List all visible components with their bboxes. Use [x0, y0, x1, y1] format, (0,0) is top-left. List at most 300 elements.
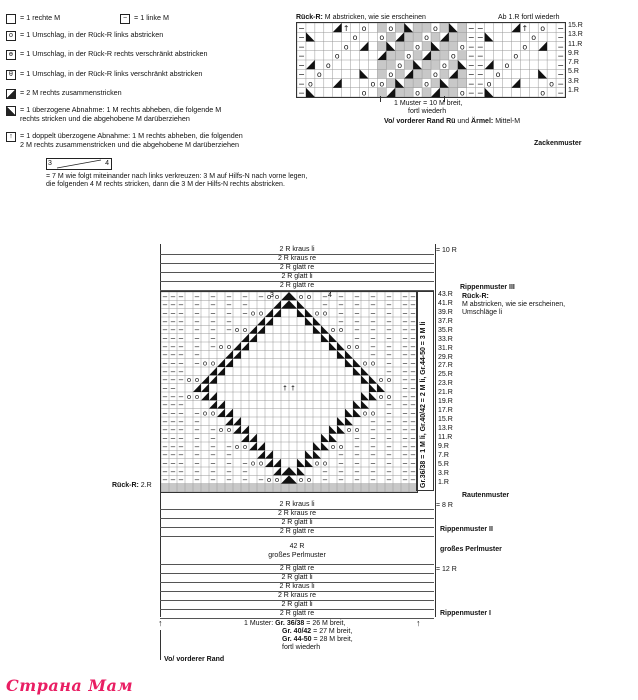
legend-item-yarn-over: o = 1 Umschlag, in der Rück-R links abstricken — [6, 31, 250, 41]
svg-text:−: − — [178, 417, 184, 426]
svg-text:−: − — [467, 88, 475, 97]
svg-text:o: o — [354, 342, 360, 351]
svg-text:−: − — [322, 476, 328, 485]
svg-text:−: − — [402, 459, 408, 468]
svg-text:o: o — [242, 442, 248, 451]
svg-text:o: o — [186, 376, 192, 385]
repeat-marker-left — [380, 96, 381, 102]
svg-text:o: o — [343, 42, 349, 52]
mid-band-count: = 8 R — [436, 502, 453, 509]
svg-text:−: − — [402, 334, 408, 343]
svg-text:−: − — [178, 292, 184, 301]
raute-row-number: 19.R — [438, 398, 453, 406]
perlmuster-label: großes Perlmuster — [440, 546, 502, 553]
svg-text:−: − — [298, 70, 305, 79]
svg-text:o: o — [298, 476, 304, 485]
svg-text:−: − — [210, 426, 216, 435]
svg-text:o: o — [540, 88, 546, 97]
svg-text:−: − — [410, 309, 416, 318]
svg-text:−: − — [170, 459, 176, 468]
svg-text:−: − — [370, 351, 376, 360]
zacken-row-number: 7.R — [568, 59, 579, 66]
raute-row-number: 43.R — [438, 291, 453, 298]
svg-text:−: − — [170, 367, 176, 376]
top-band-count: = 10 R — [436, 247, 457, 254]
svg-text:o: o — [234, 326, 240, 335]
svg-text:−: − — [338, 317, 344, 326]
size-side-text: Gr.36/38 = 1 M li, Gr.40/42 = 2 M li, Gr.44-50 = 3 M li — [420, 321, 427, 488]
svg-text:−: − — [210, 451, 216, 460]
svg-text:o: o — [322, 309, 328, 318]
low-band-row: 2 R glatt li — [160, 573, 434, 583]
svg-text:−: − — [386, 434, 392, 443]
svg-text:−: − — [298, 42, 305, 52]
svg-text:−: − — [178, 342, 184, 351]
svg-text:−: − — [557, 88, 564, 97]
svg-text:−: − — [178, 434, 184, 443]
svg-text:↑: ↑ — [282, 384, 288, 393]
svg-text:−: − — [162, 317, 168, 326]
svg-text:−: − — [178, 301, 184, 310]
svg-text:−: − — [194, 434, 200, 443]
top-band-row: 2 R glatt re — [160, 281, 434, 291]
svg-text:−: − — [162, 384, 168, 393]
zacken-repeat-from: Ab 1.R fortl wiederh — [498, 14, 560, 21]
svg-text:−: − — [557, 23, 564, 33]
svg-text:−: − — [170, 351, 176, 360]
yarn-over-icon: o — [6, 31, 16, 41]
svg-text:−: − — [338, 476, 344, 485]
raute-row-number: 29.R — [438, 353, 453, 361]
svg-text:o: o — [352, 33, 358, 42]
svg-text:o: o — [226, 426, 232, 435]
svg-text:−: − — [354, 434, 360, 443]
svg-text:−: − — [410, 376, 416, 385]
svg-text:o: o — [522, 42, 528, 52]
svg-text:−: − — [210, 467, 216, 476]
svg-text:−: − — [162, 342, 168, 351]
svg-text:−: − — [410, 342, 416, 351]
svg-text:−: − — [476, 88, 484, 97]
svg-text:−: − — [467, 79, 475, 89]
svg-text:−: − — [410, 334, 416, 343]
svg-text:−: − — [298, 51, 305, 61]
svg-text:−: − — [242, 292, 248, 301]
svg-text:↑: ↑ — [342, 23, 350, 33]
rippenmuster-3-label: Rippenmuster III — [460, 284, 515, 291]
svg-text:o: o — [210, 359, 216, 368]
raute-row-number: 37.R — [438, 317, 453, 325]
svg-text:−: − — [170, 309, 176, 318]
svg-text:−: − — [354, 451, 360, 460]
legend-item-k2tog: = 2 M rechts zusammenstricken — [6, 89, 250, 99]
svg-text:−: − — [467, 60, 475, 70]
raute-row-number: 23.R — [438, 380, 453, 388]
svg-text:o: o — [250, 309, 256, 318]
svg-text:−: − — [410, 467, 416, 476]
low-band-row: 2 R kraus re — [160, 591, 434, 601]
svg-text:−: − — [298, 23, 305, 33]
svg-text:−: − — [467, 42, 475, 52]
svg-text:o: o — [531, 33, 537, 42]
svg-text:−: − — [162, 451, 168, 460]
raute-row-number: 27.R — [438, 362, 453, 370]
svg-text:−: − — [402, 434, 408, 443]
svg-text:−: − — [170, 317, 176, 326]
svg-text:o: o — [378, 376, 384, 385]
svg-text:−: − — [298, 33, 305, 42]
svg-text:−: − — [162, 301, 168, 310]
svg-text:−: − — [162, 476, 168, 485]
svg-text:−: − — [242, 309, 248, 318]
svg-text:−: − — [557, 51, 564, 61]
svg-text:−: − — [162, 434, 168, 443]
svg-text:o: o — [218, 426, 224, 435]
svg-text:−: − — [402, 351, 408, 360]
svg-text:−: − — [386, 342, 392, 351]
svg-text:−: − — [162, 417, 168, 426]
zacken-edge-label: Vo/ vorderer Rand Rü und Ärmel: Mittel-M — [384, 118, 521, 125]
svg-text:−: − — [258, 292, 264, 301]
svg-text:−: − — [386, 326, 392, 335]
svg-text:−: − — [402, 417, 408, 426]
svg-text:o: o — [540, 23, 546, 33]
perlmuster-name: großes Perlmuster — [268, 552, 326, 559]
svg-text:o: o — [379, 33, 385, 42]
svg-text:−: − — [162, 367, 168, 376]
svg-text:−: − — [258, 476, 264, 485]
mid-band-row: 2 R glatt li — [160, 518, 434, 528]
svg-text:o: o — [424, 33, 429, 42]
svg-text:−: − — [162, 467, 168, 476]
perlmuster-rows: 42 R — [289, 543, 305, 550]
svg-text:−: − — [370, 417, 376, 426]
svg-text:−: − — [178, 467, 184, 476]
svg-text:o: o — [388, 23, 394, 33]
zacken-back-row-note: Rück-R: M abstricken, wie sie erscheinen — [296, 14, 426, 21]
svg-text:o: o — [334, 51, 340, 61]
svg-text:−: − — [242, 476, 248, 485]
top-band-row: 2 R kraus li — [160, 245, 434, 255]
zacken-repeat-note: 1 Muster = 10 M breit, fortl wiederh — [394, 100, 463, 115]
svg-text:−: − — [162, 426, 168, 435]
svg-text:−: − — [354, 301, 360, 310]
svg-text:−: − — [170, 417, 176, 426]
svg-text:−: − — [170, 342, 176, 351]
svg-text:−: − — [410, 409, 416, 418]
svg-text:o: o — [379, 79, 385, 89]
svg-text:−: − — [162, 401, 168, 410]
svg-text:−: − — [178, 401, 184, 410]
raute-row-number: 25.R — [438, 371, 453, 379]
svg-text:−: − — [194, 309, 200, 318]
svg-text:−: − — [402, 367, 408, 376]
svg-text:−: − — [194, 442, 200, 451]
svg-text:−: − — [402, 384, 408, 393]
svg-text:−: − — [338, 292, 344, 301]
svg-text:−: − — [557, 79, 564, 89]
svg-text:o: o — [370, 359, 376, 368]
svg-text:−: − — [402, 451, 408, 460]
raute-row-number: 15.R — [438, 416, 453, 423]
svg-text:−: − — [557, 33, 564, 42]
svg-text:o: o — [202, 359, 208, 368]
svg-text:o: o — [397, 60, 403, 70]
svg-text:−: − — [386, 476, 392, 485]
svg-text:−: − — [170, 476, 176, 485]
svg-text:−: − — [410, 442, 416, 451]
svg-text:−: − — [226, 451, 232, 460]
svg-text:−: − — [194, 342, 200, 351]
svg-text:−: − — [226, 292, 232, 301]
zacken-row-number: 13.R — [568, 31, 583, 39]
svg-text:−: − — [178, 442, 184, 451]
svg-text:−: − — [322, 292, 328, 301]
svg-text:o: o — [314, 459, 320, 468]
svg-text:o: o — [316, 70, 322, 79]
size-side-column — [416, 291, 434, 491]
stitch-grid-svg — [161, 292, 417, 492]
zacken-row-number: 1.R — [568, 86, 579, 94]
svg-text:o: o — [307, 79, 313, 89]
svg-text:−: − — [402, 476, 408, 485]
watermark-logo: Страна Мам — [6, 676, 134, 695]
svg-text:−: − — [226, 301, 232, 310]
svg-text:−: − — [386, 409, 392, 418]
svg-text:−: − — [410, 317, 416, 326]
left-back-row-label: Rück-R: 2.R — [112, 482, 152, 489]
svg-text:o: o — [459, 88, 465, 97]
svg-text:−: − — [386, 426, 392, 435]
svg-text:−: − — [410, 434, 416, 443]
raute-row-number: 7.R — [438, 451, 449, 459]
zacken-title: Zackenmuster — [534, 140, 582, 147]
legend-item-yarn-over-twisted-knit: ɵ = 1 Umschlag, in der Rück-R rechts verschränkt abstricken — [6, 50, 250, 60]
svg-text:−: − — [402, 401, 408, 410]
svg-text:o: o — [362, 409, 368, 418]
svg-text:−: − — [370, 301, 376, 310]
raute-row-number: 39.R — [438, 308, 453, 316]
svg-text:−: − — [170, 409, 176, 418]
svg-text:−: − — [370, 426, 376, 435]
svg-text:−: − — [210, 459, 216, 468]
svg-text:−: − — [162, 459, 168, 468]
top-band-row: 2 R glatt li — [160, 272, 434, 282]
raute-row-number: 31.R — [438, 344, 453, 352]
svg-text:o: o — [378, 392, 384, 401]
top-band-row: 2 R kraus re — [160, 254, 434, 264]
svg-text:−: − — [170, 401, 176, 410]
svg-text:−: − — [386, 367, 392, 376]
svg-text:−: − — [386, 451, 392, 460]
svg-text:−: − — [467, 51, 475, 61]
svg-text:o: o — [433, 70, 438, 79]
svg-text:−: − — [338, 301, 344, 310]
low-band-row: 2 R glatt re — [160, 609, 434, 619]
svg-text:o: o — [258, 309, 264, 318]
svg-text:o: o — [424, 79, 429, 89]
svg-text:o: o — [194, 392, 200, 401]
svg-text:−: − — [242, 459, 248, 468]
svg-text:−: − — [226, 317, 232, 326]
svg-text:o: o — [338, 442, 344, 451]
svg-text:−: − — [162, 334, 168, 343]
cable-description: = 7 M wie folgt miteinander nach links verkreuzen: 3 M auf Hilfs-N nach vorne legen, die folgenden 4 M rechts stricken, dann die 3 M der Hilfs-N rechts abstricken. — [46, 173, 308, 188]
cable-right-count: 4 — [105, 160, 109, 167]
svg-text:o: o — [306, 476, 312, 485]
svg-text:o: o — [274, 292, 280, 301]
zacken-row-number: 11.R — [568, 40, 583, 48]
svg-text:o: o — [250, 459, 256, 468]
svg-text:−: − — [170, 451, 176, 460]
svg-text:−: − — [354, 459, 360, 468]
edge-line — [160, 630, 161, 660]
svg-text:o: o — [330, 326, 336, 335]
svg-text:−: − — [178, 359, 184, 368]
zacken-row-number: 5.R — [568, 68, 579, 76]
svg-text:−: − — [467, 70, 475, 79]
svg-text:−: − — [402, 376, 408, 385]
svg-text:−: − — [402, 392, 408, 401]
svg-text:o: o — [346, 426, 352, 435]
svg-text:−: − — [354, 309, 360, 318]
cable-icon — [46, 158, 112, 170]
svg-text:−: − — [210, 476, 216, 485]
svg-text:−: − — [178, 409, 184, 418]
raute-row-number: 35.R — [438, 326, 453, 334]
svg-text:−: − — [194, 326, 200, 335]
zacken-row-number: 9.R — [568, 49, 579, 57]
svg-text:o: o — [459, 42, 465, 52]
svg-text:−: − — [178, 367, 184, 376]
knit-right-icon — [6, 14, 16, 24]
svg-text:−: − — [194, 359, 200, 368]
svg-text:−: − — [210, 301, 216, 310]
svg-text:−: − — [210, 434, 216, 443]
stitch-grid-svg — [297, 23, 565, 97]
svg-text:−: − — [194, 476, 200, 485]
svg-text:−: − — [354, 334, 360, 343]
svg-text:−: − — [386, 417, 392, 426]
svg-text:−: − — [354, 292, 360, 301]
svg-text:−: − — [162, 409, 168, 418]
raute-row-number: 41.R — [438, 299, 453, 307]
svg-text:−: − — [370, 309, 376, 318]
legend-item-double-decrease: ↑ = 1 doppelt überzogene Abnahme: 1 M rechts abheben, die folgenden 2 M rechts zusammenstricken und die abgehobene M darüberziehen — [6, 132, 250, 149]
svg-text:−: − — [476, 33, 484, 42]
svg-text:−: − — [170, 392, 176, 401]
svg-text:−: − — [410, 459, 416, 468]
raute-row-number: 9.R — [438, 442, 449, 450]
svg-text:−: − — [178, 426, 184, 435]
svg-text:−: − — [370, 459, 376, 468]
svg-text:−: − — [402, 359, 408, 368]
svg-text:−: − — [338, 309, 344, 318]
legend-item-knit-right: = 1 rechte M — [6, 14, 250, 24]
mid-band-row: 2 R glatt re — [160, 527, 434, 537]
knit-left-icon: − — [120, 14, 130, 24]
svg-text:−: − — [162, 292, 168, 301]
svg-text:−: − — [322, 301, 328, 310]
svg-text:−: − — [386, 351, 392, 360]
svg-text:−: − — [370, 442, 376, 451]
svg-text:o: o — [274, 476, 280, 485]
svg-text:−: − — [178, 459, 184, 468]
svg-text:o: o — [386, 376, 392, 385]
svg-text:−: − — [210, 309, 216, 318]
svg-text:o: o — [354, 426, 360, 435]
svg-text:−: − — [322, 467, 328, 476]
svg-text:o: o — [306, 292, 312, 301]
svg-text:−: − — [178, 451, 184, 460]
svg-text:−: − — [170, 442, 176, 451]
svg-text:−: − — [170, 376, 176, 385]
svg-text:−: − — [354, 326, 360, 335]
svg-text:o: o — [406, 51, 412, 61]
raute-cable-left-count: 3 — [270, 292, 274, 299]
legend-item-knit-left: − = 1 linke M — [120, 14, 234, 24]
svg-text:o: o — [386, 392, 392, 401]
svg-text:−: − — [170, 359, 176, 368]
svg-text:−: − — [194, 292, 200, 301]
svg-text:−: − — [467, 33, 475, 42]
svg-text:−: − — [386, 442, 392, 451]
svg-text:−: − — [162, 359, 168, 368]
svg-text:−: − — [370, 342, 376, 351]
svg-text:−: − — [402, 467, 408, 476]
svg-text:−: − — [410, 451, 416, 460]
low-band-count: = 12 R — [436, 566, 457, 573]
svg-text:−: − — [476, 79, 484, 89]
svg-text:−: − — [402, 317, 408, 326]
svg-text:−: − — [370, 326, 376, 335]
cable-crossing-icon — [47, 159, 111, 169]
svg-text:o: o — [361, 23, 367, 33]
svg-text:o: o — [266, 292, 272, 301]
svg-text:−: − — [402, 309, 408, 318]
svg-text:−: − — [410, 392, 416, 401]
svg-text:−: − — [178, 334, 184, 343]
perlmuster-band — [160, 538, 434, 565]
svg-text:−: − — [194, 459, 200, 468]
svg-text:−: − — [162, 392, 168, 401]
svg-text:−: − — [178, 476, 184, 485]
raute-row-number: 13.R — [438, 424, 453, 432]
svg-text:−: − — [170, 326, 176, 335]
svg-text:−: − — [476, 70, 484, 79]
svg-text:−: − — [410, 351, 416, 360]
svg-text:−: − — [194, 426, 200, 435]
double-decrease-icon: ↑ — [6, 132, 16, 142]
svg-text:o: o — [266, 476, 272, 485]
svg-text:−: − — [370, 451, 376, 460]
svg-text:−: − — [226, 442, 232, 451]
svg-text:o: o — [218, 342, 224, 351]
svg-text:−: − — [410, 384, 416, 393]
ssk-icon — [6, 106, 16, 116]
svg-text:↑: ↑ — [290, 384, 296, 393]
low-band-row: 2 R kraus li — [160, 582, 434, 592]
svg-text:o: o — [362, 359, 368, 368]
svg-text:−: − — [370, 467, 376, 476]
svg-text:−: − — [370, 334, 376, 343]
svg-text:o: o — [226, 342, 232, 351]
svg-text:−: − — [298, 60, 305, 70]
svg-text:o: o — [325, 60, 331, 70]
svg-text:−: − — [170, 434, 176, 443]
svg-text:−: − — [194, 334, 200, 343]
raute-row-number: 11.R — [438, 433, 453, 441]
